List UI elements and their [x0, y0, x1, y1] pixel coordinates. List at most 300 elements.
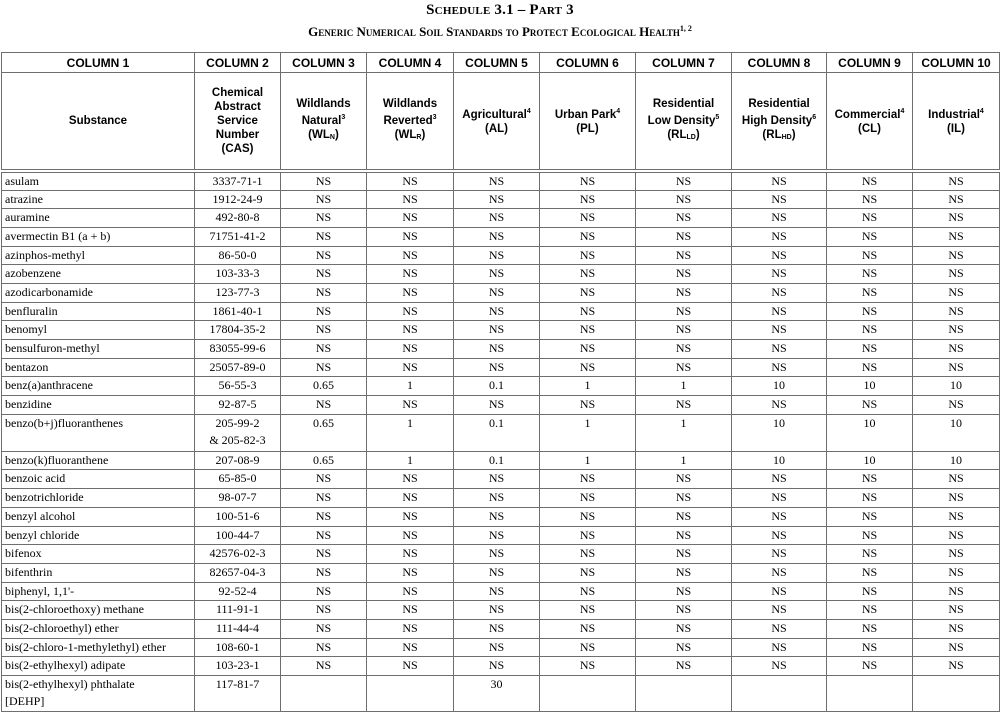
standard-value-col5: 0.1 [454, 377, 540, 396]
standard-value-col7: NS [636, 582, 732, 601]
cas-cell [195, 563, 281, 582]
standard-value-col5: NS [454, 638, 540, 657]
standard-value-col5: NS [454, 171, 540, 191]
cas-cell [195, 451, 281, 470]
cas-number: 123-77-3 [215, 284, 260, 299]
standard-value-col4: NS [367, 507, 454, 526]
document-subtitle [0, 24, 1000, 40]
standard-value-col3: NS [281, 507, 367, 526]
standard-value-col6: 1 [540, 414, 636, 451]
standard-value-col10: NS [913, 358, 1000, 377]
standard-value-col3: NS [281, 302, 367, 321]
standard-value-col10: NS [913, 171, 1000, 191]
substance-cell [2, 470, 195, 489]
standard-value-col9 [827, 676, 913, 712]
standard-value-col4: NS [367, 601, 454, 620]
standard-value-col8: NS [732, 358, 827, 377]
standard-value-col5: NS [454, 489, 540, 508]
standard-value-col10: NS [913, 638, 1000, 657]
standard-value-col5: NS [454, 619, 540, 638]
standard-value-col6: 1 [540, 451, 636, 470]
cas-number: 108-60-1 [215, 639, 260, 654]
table-row [2, 246, 1000, 265]
standard-value-col3: NS [281, 582, 367, 601]
standard-value-col6: NS [540, 470, 636, 489]
standard-value-col10 [913, 676, 1000, 712]
standard-value-col6: NS [540, 545, 636, 564]
standard-value-col8: NS [732, 246, 827, 265]
cas-cell [195, 657, 281, 676]
standard-value-col4: NS [367, 582, 454, 601]
header-footnote: 4 [616, 108, 621, 116]
cas-number: 83055-99-6 [209, 341, 266, 355]
standard-value-col4: NS [367, 190, 454, 209]
standard-value-col9: NS [827, 638, 913, 657]
standard-value-col8: NS [732, 601, 827, 620]
standard-value-col9: NS [827, 321, 913, 340]
table-row [2, 283, 1000, 302]
substance-name: atrazine [5, 191, 43, 206]
standard-value-col7: NS [636, 190, 732, 209]
standard-value-col9: 10 [827, 414, 913, 451]
cas-cell [195, 209, 281, 228]
standard-value-col3 [281, 676, 367, 712]
standard-value-col8: NS [732, 302, 827, 321]
standard-value-col3: NS [281, 283, 367, 302]
table-body [2, 171, 1000, 712]
cas-cell [195, 265, 281, 284]
header-line: Number [215, 128, 260, 141]
standard-value-col5: NS [454, 396, 540, 415]
cas-number-line2: & 205-82-3 [209, 432, 266, 447]
table-row [2, 190, 1000, 209]
table-row [2, 638, 1000, 657]
substance-name: benzidine [5, 397, 52, 412]
substance-cell [2, 321, 195, 340]
header-footnote: 4 [979, 108, 984, 116]
substance-name: bifenthrin [5, 564, 53, 579]
substance-name: bis(2-ethylhexyl) adipate [5, 658, 126, 673]
substance-name: benzotrichloride [5, 490, 84, 505]
standard-value-col3: NS [281, 209, 367, 228]
abbr-text: RL [671, 128, 687, 141]
standard-value-col5: NS [454, 601, 540, 620]
standard-value-col3: NS [281, 190, 367, 209]
substance-cell [2, 340, 195, 359]
standard-value-col3: 0.65 [281, 377, 367, 396]
standard-value-col9: NS [827, 358, 913, 377]
standard-value-col10: 10 [913, 414, 1000, 451]
column-header-7 [636, 73, 732, 171]
table-row [2, 601, 1000, 620]
standard-value-col3: NS [281, 321, 367, 340]
standard-value-col10: 10 [913, 451, 1000, 470]
substance-name: benz(a)anthracene [5, 378, 93, 393]
abbr-text: IL [950, 123, 962, 136]
standard-value-col6: 1 [540, 377, 636, 396]
standard-value-col4: NS [367, 489, 454, 508]
substance-cell [2, 657, 195, 676]
standard-value-col10: NS [913, 321, 1000, 340]
standard-value-col6: NS [540, 265, 636, 284]
cas-number: 111-44-4 [215, 620, 260, 635]
substance-cell [2, 676, 195, 712]
standard-value-col7: NS [636, 657, 732, 676]
substance-name: benomyl [5, 322, 47, 337]
soil-standards-table [1, 52, 1000, 712]
standard-value-col4: NS [367, 396, 454, 415]
cas-cell [195, 507, 281, 526]
substance-cell [2, 377, 195, 396]
cas-number: 111-91-1 [215, 602, 260, 617]
column-header-2 [195, 73, 281, 171]
header-abbreviation: (AL) [484, 123, 509, 136]
substance-cell [2, 302, 195, 321]
standard-value-col8: NS [732, 563, 827, 582]
substance-cell [2, 619, 195, 638]
standard-value-col4: NS [367, 526, 454, 545]
standard-value-col6: NS [540, 209, 636, 228]
standard-value-col6: NS [540, 526, 636, 545]
standard-value-col6: NS [540, 190, 636, 209]
substance-name: azobenzene [5, 266, 61, 281]
standard-value-col9: NS [827, 209, 913, 228]
header-footnote: 6 [812, 113, 817, 121]
table-row [2, 489, 1000, 508]
standard-value-col3: NS [281, 358, 367, 377]
standard-value-col5: NS [454, 563, 540, 582]
column-header-6 [540, 73, 636, 171]
substance-cell [2, 563, 195, 582]
cas-cell [195, 246, 281, 265]
header-footnote: 5 [715, 113, 720, 121]
standard-value-col7: NS [636, 489, 732, 508]
standard-value-col8: NS [732, 265, 827, 284]
header-line: Commercial [834, 109, 901, 122]
standard-value-col10: NS [913, 489, 1000, 508]
table-row [2, 171, 1000, 191]
standard-value-col4: NS [367, 358, 454, 377]
abbr-text: WL [398, 128, 417, 141]
standard-value-col8: 10 [732, 414, 827, 451]
header-footnote: 4 [526, 108, 531, 116]
standard-value-col6: NS [540, 396, 636, 415]
column-header-5 [454, 73, 540, 171]
header-line: Service [217, 114, 258, 127]
cas-number: 65-85-0 [218, 471, 257, 486]
table-row [2, 451, 1000, 470]
standard-value-col6: NS [540, 171, 636, 191]
standard-value-col7: NS [636, 358, 732, 377]
standard-value-col7: NS [636, 470, 732, 489]
standard-value-col6: NS [540, 657, 636, 676]
cas-number: 3337-71-1 [212, 173, 263, 188]
standard-value-col8: NS [732, 340, 827, 359]
cas-cell [195, 489, 281, 508]
standard-value-col3: 0.65 [281, 451, 367, 470]
table-row [2, 396, 1000, 415]
standard-value-col10: NS [913, 302, 1000, 321]
standard-value-col6: NS [540, 582, 636, 601]
table-row [2, 470, 1000, 489]
standard-value-col5: 0.1 [454, 414, 540, 451]
standard-value-col10: NS [913, 563, 1000, 582]
header-line: Wildlands [296, 97, 351, 110]
header-line: Industrial [928, 109, 980, 122]
standard-value-col4: NS [367, 619, 454, 638]
standard-value-col6: NS [540, 340, 636, 359]
standard-value-col4: NS [367, 638, 454, 657]
standard-value-col4: NS [367, 545, 454, 564]
standard-value-col9: NS [827, 526, 913, 545]
abbr-text: PL [580, 123, 595, 136]
standard-value-col5: NS [454, 246, 540, 265]
substance-name: bentazon [5, 359, 49, 374]
abbr-subscript: R [416, 133, 422, 141]
header-abbreviation: (PL) [576, 123, 599, 136]
cas-number: 42576-02-3 [209, 546, 266, 561]
standard-value-col9: NS [827, 283, 913, 302]
standard-value-col8: NS [732, 209, 827, 228]
standard-value-col7: NS [636, 209, 732, 228]
table-row [2, 302, 1000, 321]
cas-cell [195, 526, 281, 545]
cas-cell [195, 283, 281, 302]
table-row [2, 358, 1000, 377]
table-row [2, 265, 1000, 284]
cas-cell [195, 340, 281, 359]
standard-value-col8: NS [732, 582, 827, 601]
cas-cell [195, 358, 281, 377]
standard-value-col10: NS [913, 545, 1000, 564]
substance-name: auramine [5, 210, 50, 225]
table-row [2, 526, 1000, 545]
standard-value-col7: NS [636, 283, 732, 302]
header-line: Low Density [647, 114, 716, 127]
column-number-4: COLUMN 4 [367, 53, 454, 73]
standard-value-col6: NS [540, 619, 636, 638]
abbr-subscript: HD [781, 133, 792, 141]
standard-value-col8: NS [732, 507, 827, 526]
abbr-subscript: N [329, 133, 335, 141]
standard-value-col8: NS [732, 619, 827, 638]
substance-cell [2, 265, 195, 284]
standard-value-col10: NS [913, 283, 1000, 302]
cas-number: 103-23-1 [215, 658, 260, 673]
standard-value-col9: NS [827, 265, 913, 284]
substance-name: bis(2-chloroethoxy) methane [5, 602, 144, 617]
standard-value-col9: 10 [827, 451, 913, 470]
column-number-1: COLUMN 1 [2, 53, 195, 73]
standard-value-col7: NS [636, 601, 732, 620]
standard-value-col5: NS [454, 265, 540, 284]
header-abbreviation: $(WL_N)$ [308, 128, 339, 141]
column-number-8: COLUMN 8 [732, 53, 827, 73]
substance-name: bis(2-chloro-1-methylethyl) ether [5, 639, 166, 654]
header-line: Chemical [211, 86, 264, 99]
standard-value-col4: NS [367, 227, 454, 246]
standard-value-col9: NS [827, 489, 913, 508]
cas-cell [195, 676, 281, 712]
cas-number: 1861-40-1 [212, 303, 263, 318]
substance-cell [2, 545, 195, 564]
standard-value-col4: NS [367, 563, 454, 582]
standard-value-col8: NS [732, 171, 827, 191]
standard-value-col10: NS [913, 396, 1000, 415]
standard-value-col4 [367, 676, 454, 712]
cas-number: 86-50-0 [218, 247, 257, 262]
cas-cell [195, 638, 281, 657]
column-number-5: COLUMN 5 [454, 53, 540, 73]
subtitle-text: Generic Numerical Soil Standards to Protect Ecological Health [308, 24, 680, 39]
standard-value-col5: NS [454, 340, 540, 359]
cas-number: 92-87-5 [218, 397, 257, 412]
standard-value-col4: NS [367, 246, 454, 265]
standard-value-col10: NS [913, 246, 1000, 265]
standard-value-col7: NS [636, 321, 732, 340]
substance-name: benzo(b+j)fluoranthenes [5, 415, 124, 430]
substance-name: bifenox [5, 546, 42, 561]
standard-value-col10: NS [913, 190, 1000, 209]
header-line: Substance [68, 114, 128, 127]
substance-cell [2, 227, 195, 246]
standard-value-col8: NS [732, 638, 827, 657]
cas-number: 25057-89-0 [209, 359, 266, 374]
standard-value-col9: NS [827, 563, 913, 582]
cas-cell [195, 601, 281, 620]
substance-cell [2, 171, 195, 191]
cas-cell [195, 171, 281, 191]
column-header-row [2, 73, 1000, 171]
standard-value-col9: NS [827, 246, 913, 265]
standard-value-col8: NS [732, 396, 827, 415]
substance-cell [2, 601, 195, 620]
header-line: High Density [741, 114, 813, 127]
table-row [2, 377, 1000, 396]
standard-value-col9: NS [827, 507, 913, 526]
standard-value-col5: NS [454, 470, 540, 489]
standard-value-col4: NS [367, 657, 454, 676]
header-footnote: 3 [432, 113, 437, 121]
standard-value-col5: 30 [454, 676, 540, 712]
standard-value-col4: 1 [367, 451, 454, 470]
standard-value-col4: NS [367, 283, 454, 302]
standard-value-col8: NS [732, 283, 827, 302]
column-header-8 [732, 73, 827, 171]
standard-value-col7: NS [636, 563, 732, 582]
standard-value-col10: NS [913, 470, 1000, 489]
substance-name: avermectin B1 (a + b) [5, 228, 111, 243]
substance-name: azinphos-methyl [5, 247, 85, 262]
cas-cell [195, 190, 281, 209]
column-number-3: COLUMN 3 [281, 53, 367, 73]
standard-value-col6: NS [540, 321, 636, 340]
cas-number: 17804-35-2 [209, 322, 266, 337]
substance-name: benzyl chloride [5, 527, 80, 542]
abbr-text: AL [488, 123, 505, 136]
substance-cell [2, 638, 195, 657]
standard-value-col5: NS [454, 358, 540, 377]
substance-cell [2, 209, 195, 228]
table-row [2, 414, 1000, 451]
substance-cell [2, 190, 195, 209]
standard-value-col3: NS [281, 396, 367, 415]
document-title: Schedule 3.1 – Part 3 [426, 2, 574, 18]
substance-name: bensulfuron-methyl [5, 341, 100, 355]
substance-cell [2, 526, 195, 545]
cas-number: 100-44-7 [215, 527, 260, 542]
substance-name: benzo(k)fluoranthene [5, 452, 109, 467]
substance-name: benzyl alcohol [5, 508, 76, 523]
standard-value-col7: NS [636, 227, 732, 246]
substance-name: bis(2-ethylhexyl) phthalate [5, 677, 135, 691]
standard-value-col9: NS [827, 396, 913, 415]
standard-value-col10: NS [913, 582, 1000, 601]
standard-value-col6: NS [540, 283, 636, 302]
cas-cell [195, 377, 281, 396]
standard-value-col5: NS [454, 283, 540, 302]
header-line: Wildlands [382, 97, 438, 110]
standard-value-col4: NS [367, 171, 454, 191]
cas-cell [195, 619, 281, 638]
standard-value-col7: NS [636, 246, 732, 265]
standard-value-col10: NS [913, 265, 1000, 284]
cas-number: 103-33-3 [215, 266, 260, 281]
column-number-10: COLUMN 10 [913, 53, 1000, 73]
standard-value-col7: NS [636, 526, 732, 545]
cas-cell [195, 302, 281, 321]
table-row [2, 209, 1000, 228]
standard-value-col10: NS [913, 657, 1000, 676]
cas-number: 100-51-6 [215, 508, 260, 523]
table-row [2, 340, 1000, 359]
header-abbreviation: $(RL_{LD})$ [667, 128, 700, 141]
standard-value-col7: NS [636, 619, 732, 638]
standard-value-col10: NS [913, 526, 1000, 545]
table-row [2, 563, 1000, 582]
substance-cell [2, 283, 195, 302]
substance-cell [2, 582, 195, 601]
standard-value-col8: NS [732, 190, 827, 209]
standard-value-col7 [636, 676, 732, 712]
substance-name-line2: [DEHP] [5, 694, 45, 708]
standard-value-col4: 1 [367, 377, 454, 396]
standard-value-col8: NS [732, 545, 827, 564]
standard-value-col10: NS [913, 619, 1000, 638]
standard-value-col9: NS [827, 601, 913, 620]
standard-value-col9: NS [827, 545, 913, 564]
standard-value-col4: NS [367, 209, 454, 228]
standard-value-col9: NS [827, 340, 913, 359]
standard-value-col5: NS [454, 545, 540, 564]
cas-number: 71751-41-2 [209, 228, 266, 243]
standard-value-col6: NS [540, 302, 636, 321]
abbr-subscript: LD [686, 133, 696, 141]
table-row [2, 545, 1000, 564]
standard-value-col9: NS [827, 619, 913, 638]
table-row [2, 321, 1000, 340]
substance-cell [2, 414, 195, 451]
standard-value-col5: NS [454, 582, 540, 601]
standard-value-col5: NS [454, 209, 540, 228]
standard-value-col10: NS [913, 209, 1000, 228]
standard-value-col10: NS [913, 340, 1000, 359]
header-line: Abstract [214, 100, 261, 113]
standard-value-col3: NS [281, 563, 367, 582]
header-line: Reverted [383, 114, 433, 127]
cas-number: 98-07-7 [218, 490, 257, 505]
standard-value-col7: NS [636, 507, 732, 526]
